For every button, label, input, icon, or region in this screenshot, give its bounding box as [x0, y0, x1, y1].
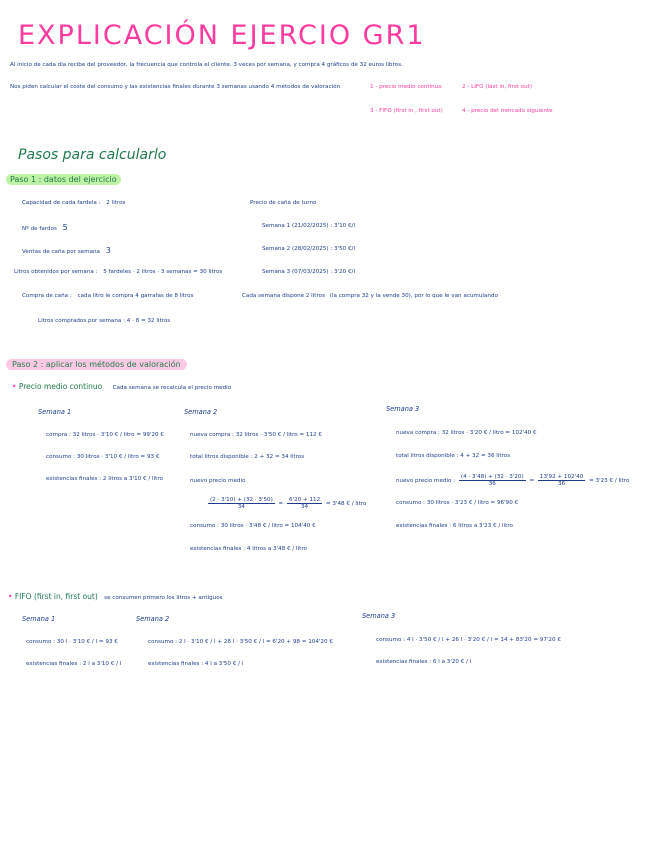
m2-week-2-title: Semana 2 [136, 615, 170, 623]
accumulation-note [242, 293, 498, 299]
litros-label: Litros obtenidos por semana : [14, 269, 98, 275]
intro-line-1: Al inicio de cada día recibe del proveedor, la frecuencia que controla el cliente. 3 veces por semana, y compra 4 gráficos de 32 euros libros. [10, 62, 403, 68]
litros-value: 5 fardeles · 2 litros · 3 semanas = 30 litros [103, 269, 223, 275]
step-1-text: Paso 1 : datos del ejercicio [6, 174, 121, 185]
m1-week-2-fraction-2: $\frac{6'20 + 112}{34}$ [289, 497, 321, 510]
method-list-4: 4 - precio del mercado siguiente [462, 108, 553, 114]
m1-week-2-fraction-1: $\frac{(2 \cdot 3'10) + (32 \cdot 3'50)}{34}$ [210, 497, 273, 510]
steps-heading: Pasos para calcularlo [18, 147, 167, 163]
m1-week-1-exist: existencias finales : 2 litros a 3'10 € / litro [46, 476, 163, 482]
capacity-label: Capacidad de cada fardela : [22, 200, 101, 206]
m2-week-1-exist: existencias finales : 2 l a 3'10 € / l [26, 661, 122, 667]
method-1-title: Precio medio continuo [18, 382, 103, 391]
m1-week-3-consumo: consumo : 30 litros · 3'23 € / litro = 96'90 € [396, 500, 519, 506]
accumulation-text: Cada semana dispone 2 litros [242, 293, 325, 299]
method-list-1: 1 - precio medio continuo [370, 84, 442, 90]
m1-week-3-pm-row: nuevo precio medio : $\frac{(4 \cdot 3'48) + (32 \cdot 3'20)}{36}$ = $\frac{13'92 + 102'40}{36}$ = 3'23 € / litro [396, 474, 630, 487]
m1-week-3-pm: nuevo precio medio : [396, 478, 456, 484]
m1-week-3-result: = 3'23 € / litro [589, 478, 630, 484]
compra-value: cada litro le compra 4 garrafas de 8 litros [77, 293, 194, 299]
capacity-row [22, 200, 125, 206]
m2-week-1-title: Semana 1 [22, 615, 56, 623]
ventas-row [22, 246, 111, 255]
m2-week-3-title: Semana 3 [362, 612, 396, 620]
method-1-subtitle: Cada semana se recalcula el precio medio [112, 385, 232, 391]
capacity-value: 2 litros [106, 200, 126, 206]
step-2-label [6, 360, 187, 369]
m1-week-1-title: Semana 1 [38, 408, 72, 416]
step-2-text: Paso 2 : aplicar los métodos de valoración [6, 359, 187, 370]
method-2-subtitle: se consumen primero los litros + antiguos [104, 595, 223, 601]
m1-week-2-consumo: consumo : 30 litros · 3'48 € / litro = 104'40 € [190, 523, 316, 529]
fardos-value: 5 [62, 223, 68, 232]
ventas-value: 3 [105, 246, 111, 255]
m1-week-2-result: = 3'48 € / litro [325, 501, 367, 507]
comprados-row: Litros comprados por semana : 4 · 8 = 32 litros [38, 318, 171, 324]
fardos-row [22, 223, 68, 232]
method-list-3: 3 - FIFO (first in , first out) [370, 108, 443, 114]
page-title: EXPLICACIÓN EJERCIO GR1 [18, 20, 426, 51]
compra-label: Compra de caña : [22, 293, 72, 299]
m1-week-2-compra: nueva compra : 32 litros · 3'50 € / litro = 112 € [190, 432, 322, 438]
m2-week-3-consumo: consumo : 4 l · 3'50 € / l + 26 l · 3'20 € / l = 14 + 83'20 = 97'20 € [376, 637, 561, 643]
price-week-2: Semana 2 (28/02/2025) : 3'50 €/l [262, 246, 355, 252]
fardos-label: Nº de fardos [22, 226, 57, 232]
price-week-3: Semana 3 (07/03/2025) : 3'20 €/l [262, 269, 355, 275]
m2-week-3-exist: existencias finales : 6 l a 3'20 € / l [376, 659, 472, 665]
m1-week-2-total: total litros disponible : 2 + 32 = 34 litros [190, 454, 305, 460]
m2-week-1-consumo: consumo : 30 l · 3'10 € / l = 93 € [26, 639, 118, 645]
compra-row [22, 293, 194, 299]
m1-week-3-title: Semana 3 [386, 405, 420, 413]
m1-week-3-exist: existencias finales : 6 litros a 3'23 € / litro [396, 523, 513, 529]
m1-week-3-compra: nueva compra : 32 litros · 3'20 € / litro = 102'40 € [396, 430, 537, 436]
method-1-title-row: • Precio medio continuo Cada semana se recalcula el precio medio [12, 382, 232, 391]
m1-week-2-title: Semana 2 [184, 408, 218, 416]
ventas-label: Ventas de caña por semana [22, 249, 100, 255]
m2-week-2-exist: existencias finales : 4 l a 3'50 € / l [148, 661, 244, 667]
m1-week-3-total: total litros disponible : 4 + 32 = 36 litros [396, 453, 511, 459]
m1-week-1-compra: compra : 32 litros · 3'10 € / litro = 99'20 € [46, 432, 164, 438]
m2-week-2-consumo: consumo : 2 l · 3'10 € / l + 28 l · 3'50 € / l = 6'20 + 98 = 104'20 € [148, 639, 333, 645]
m1-week-2-formula: $\frac{(2 \cdot 3'10) + (32 \cdot 3'50)}{34}$ = $\frac{6'20 + 112}{34}$ = 3'48 € / litro [210, 497, 367, 510]
step-1-label [6, 175, 121, 184]
prices-title: Precio de caña de turno [250, 200, 317, 206]
method-2-title-row: • FIFO (first in, first out) se consumen primero los litros + antiguos [8, 592, 223, 601]
m1-week-1-consumo: consumo : 30 litros · 3'10 € / litro = 93 € [46, 454, 160, 460]
method-2-title: FIFO (first in, first out) [14, 592, 98, 601]
intro-line-2: Nos piden calcular el coste del consumo y las existencias finales durante 3 semanas usando 4 métodos de valoración [10, 84, 341, 90]
m1-week-3-fraction-2: $\frac{13'92 + 102'40}{36}$ [539, 474, 584, 487]
litros-row [14, 269, 222, 275]
m1-week-2-pm: nuevo precio medio [190, 478, 246, 484]
method-list-2: 2 - LIFO (last in, first out) [462, 84, 533, 90]
m1-week-3-fraction-1: $\frac{(4 \cdot 3'48) + (32 \cdot 3'20)}{36}$ [460, 474, 524, 487]
m1-week-2-exist: existencias finales : 4 litros a 3'48 € / litro [190, 546, 307, 552]
accumulation-detail: (la compra 32 y la vende 30), por lo que le van acumulando [329, 293, 498, 299]
price-week-1: Semana 1 (21/02/2025) : 3'10 €/l [262, 223, 355, 229]
